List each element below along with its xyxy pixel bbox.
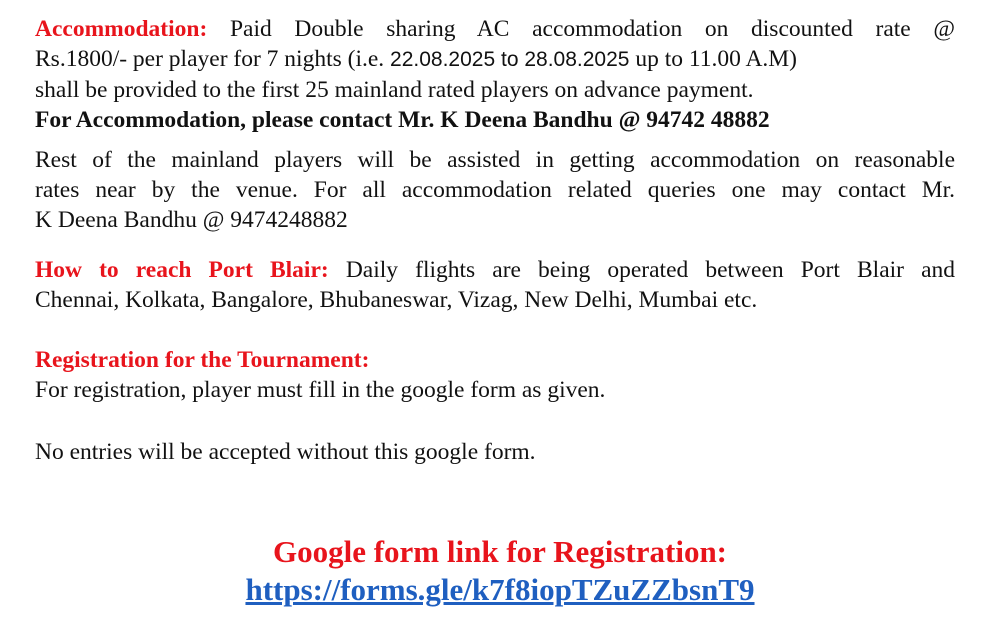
accommodation-heading: Accommodation: <box>35 16 208 42</box>
registration-line-2: No entries will be accepted without this google form. <box>35 439 536 465</box>
google-form-block <box>0 533 1000 609</box>
registration-line-1: For registration, player must fill in the google form as given. <box>35 377 606 403</box>
reach-heading: How to reach Port Blair: <box>35 257 329 283</box>
google-form-link[interactable]: https://forms.gle/k7f8iopTZuZZbsnT9 <box>245 572 755 607</box>
accommodation-text-2b: up to 11.00 A.M) <box>629 46 798 72</box>
accommodation-section <box>35 14 955 135</box>
accommodation-text-1: Paid Double sharing AC accommodation on discounted rate @ <box>229 16 956 42</box>
registration-section <box>35 345 955 467</box>
accommodation-line-3: shall be provided to the first 25 mainland rated players on advance payment. <box>35 77 754 103</box>
rest-section <box>35 145 955 235</box>
reach-line-2: Chennai, Kolkata, Bangalore, Bhubaneswar, Vizag, New Delhi, Mumbai etc. <box>35 287 758 313</box>
reach-text-1: Daily flights are being operated between Port Blair and <box>345 257 955 283</box>
accommodation-line-2 <box>35 44 955 75</box>
date-to-word: to <box>495 48 525 71</box>
rest-line-3: K Deena Bandhu @ 9474248882 <box>35 207 348 233</box>
accommodation-line-1 <box>35 14 955 44</box>
rest-line-1: Rest of the mainland players will be assisted in getting accommodation on reasonable <box>35 147 955 173</box>
date-from: 22.08.2025 <box>390 48 496 71</box>
registration-heading: Registration for the Tournament: <box>35 347 370 373</box>
document-body <box>35 14 955 467</box>
rest-line-2: rates near by the venue. For all accommodation related queries one may contact Mr. <box>35 177 955 203</box>
reach-line-1 <box>35 255 955 285</box>
accommodation-text-2a: Rs.1800/- per player for 7 nights (i.e. <box>35 46 391 72</box>
reach-section <box>35 255 955 315</box>
accommodation-contact: For Accommodation, please contact Mr. K Deena Bandhu @ 94742 48882 <box>35 107 770 133</box>
google-form-title: Google form link for Registration: <box>272 534 728 569</box>
date-to: 28.08.2025 <box>524 48 630 71</box>
